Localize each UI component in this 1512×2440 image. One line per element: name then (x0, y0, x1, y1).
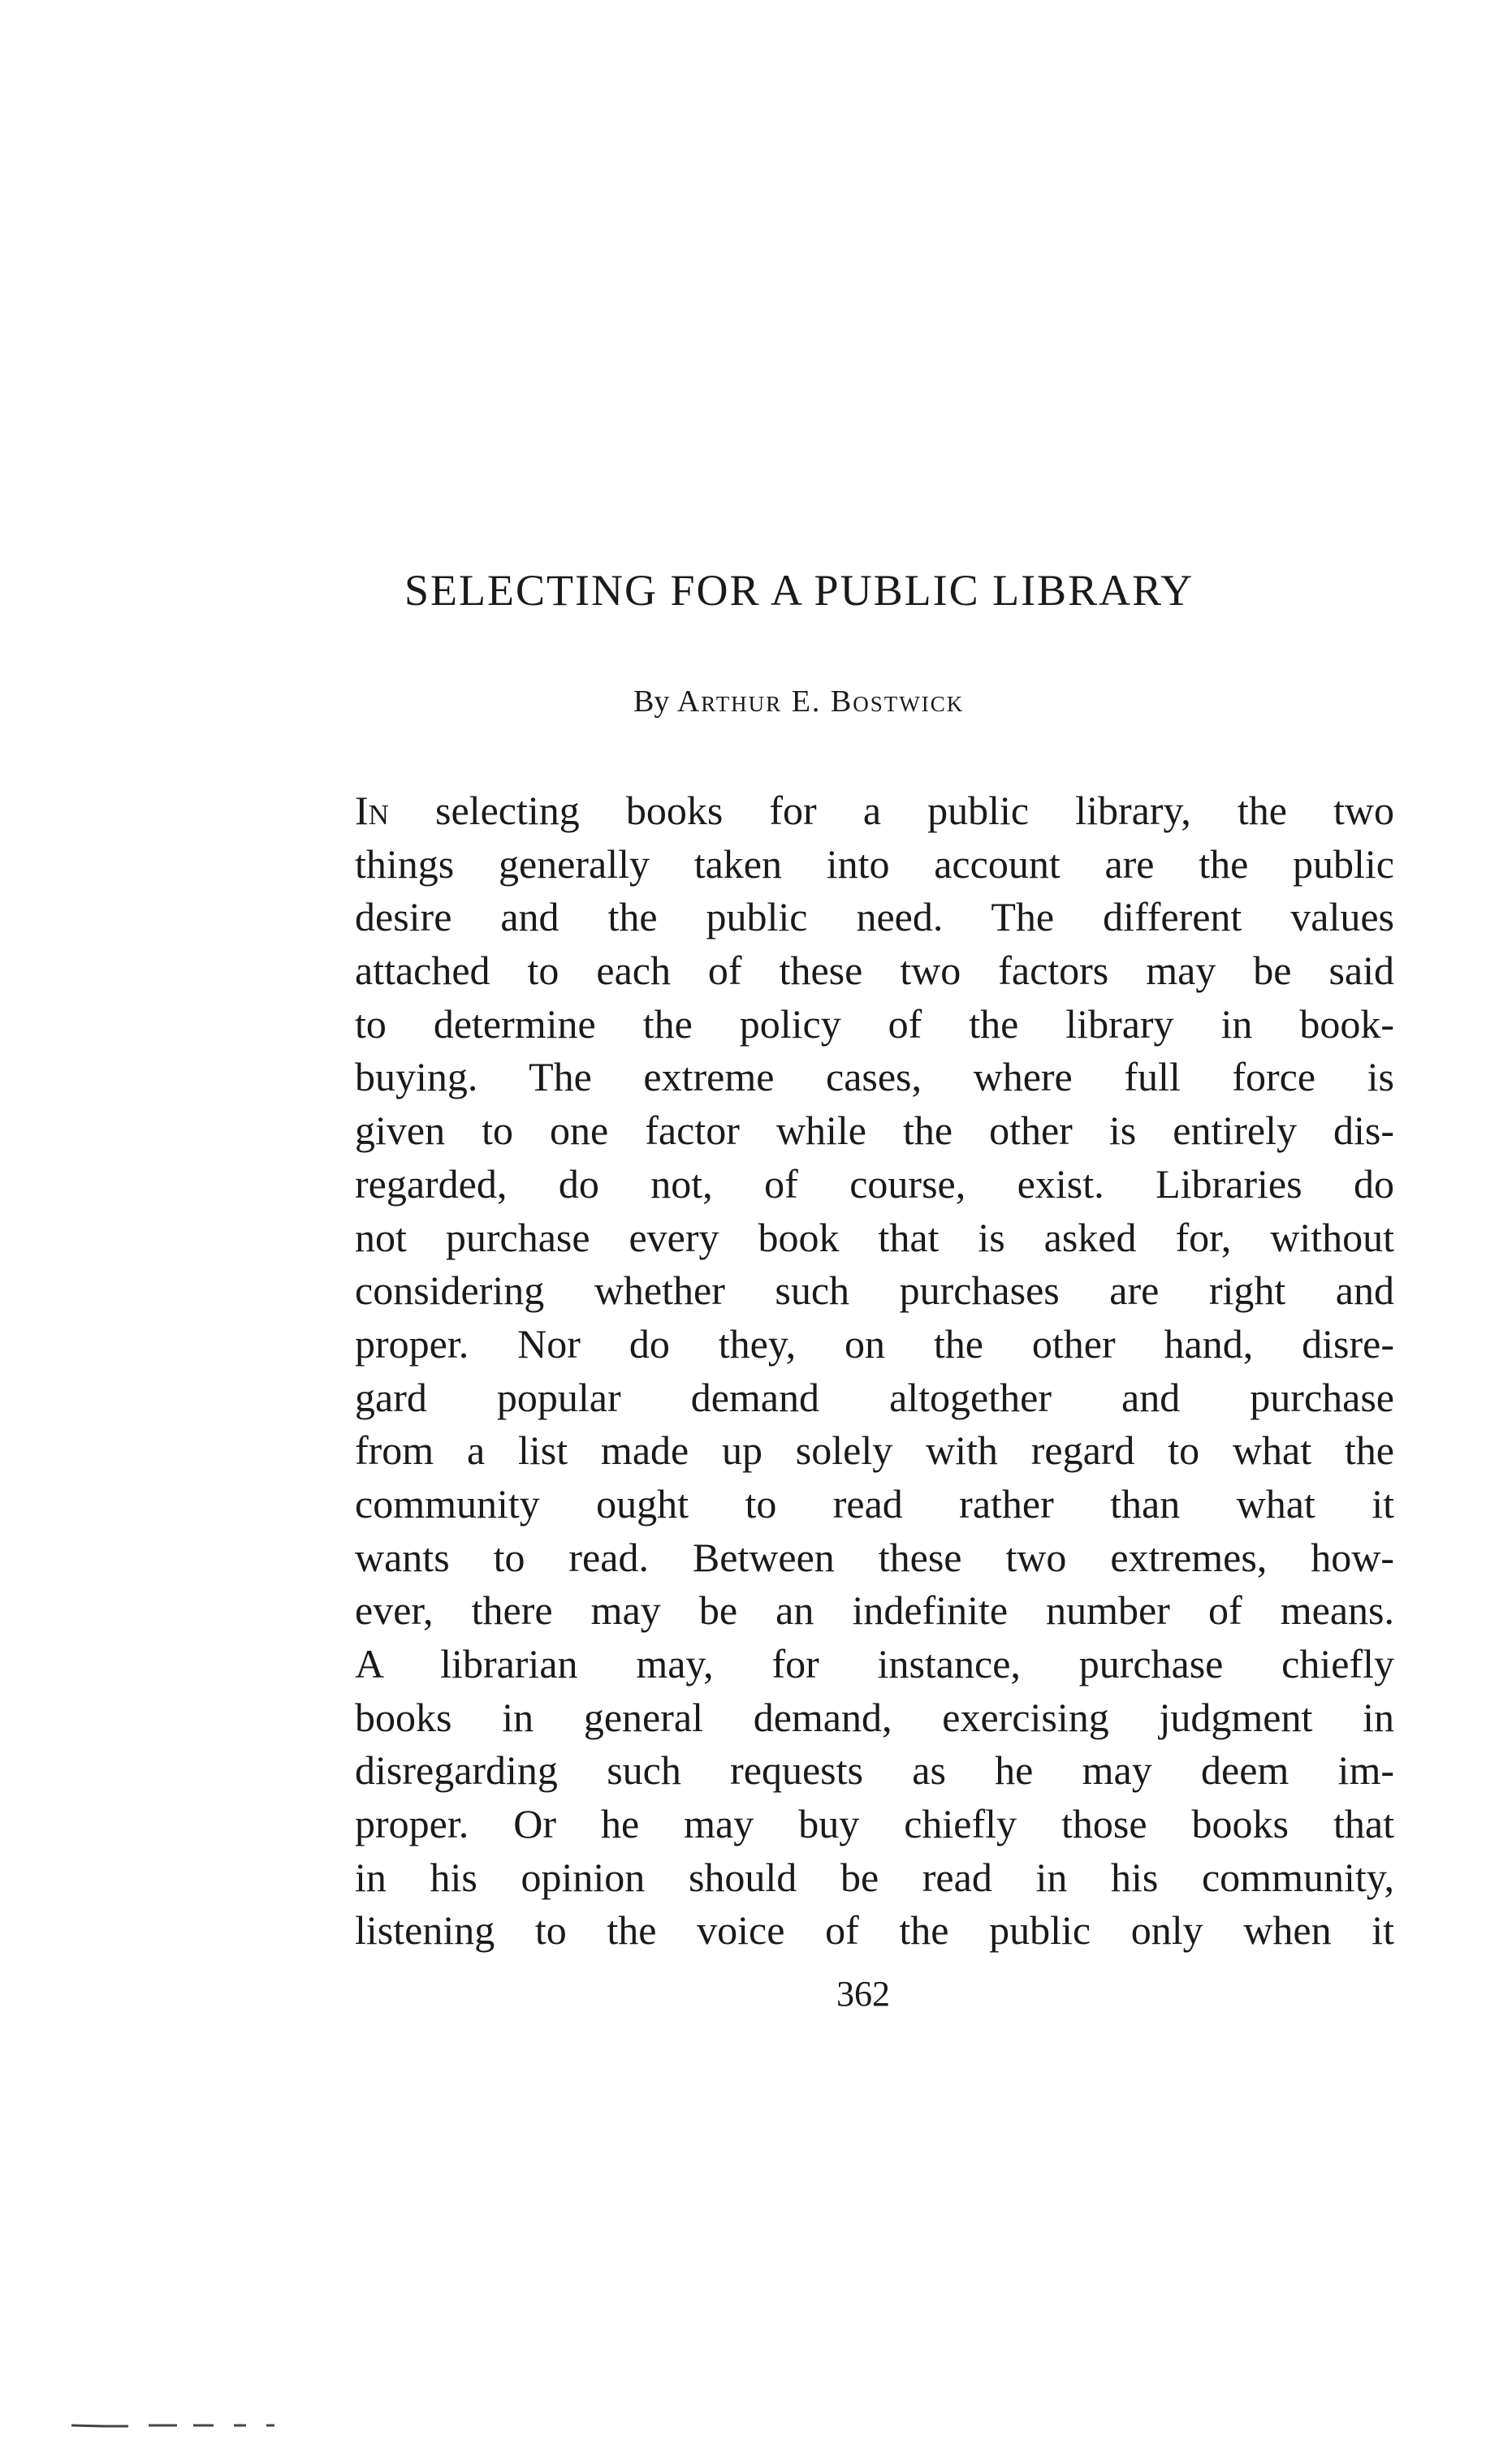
text-line-19: disregarding such requests as he may deem im- (355, 1747, 1394, 1794)
text-line-14: community ought to read rather than what it (355, 1480, 1394, 1527)
page-number: 362 (836, 1974, 890, 2014)
text-line-18: books in general demand, exercising judgment in (355, 1694, 1394, 1740)
text-line-12: gard popular demand altogether and purchase (355, 1374, 1394, 1420)
text-line-5: to determine the policy of the library in book- (355, 1000, 1394, 1047)
text-line-9: not purchase every book that is asked for, without (355, 1214, 1394, 1260)
text-line-11: proper. Nor do they, on the other hand, disre- (355, 1320, 1394, 1367)
text-line-1 (355, 784, 1394, 838)
author-name: Arthur E. Bostwick (676, 684, 965, 719)
text-line-2: things generally taken into account are the public (355, 840, 1394, 887)
text-line-4: attached to each of these two factors may be said (355, 948, 1394, 994)
text-line-16: ever, there may be an indefinite number of means. (355, 1587, 1394, 1634)
text-line-13: from a list made up solely with regard to what the (355, 1427, 1394, 1474)
text-line-6: buying. The extreme cases, where full force is (355, 1054, 1394, 1100)
text-line-3: desire and the public need. The different values (355, 894, 1394, 940)
text-line-22: listening to the voice of the public only when it (355, 1907, 1394, 1954)
text-line-1-rest: selecting books for a public library, the two (388, 788, 1394, 833)
text-line-21: in his opinion should be read in his community, (355, 1854, 1394, 1900)
text-line-20: proper. Or he may buy chiefly those books that (355, 1801, 1394, 1847)
text-line-17: A librarian may, for instance, purchase chiefly (355, 1641, 1394, 1686)
text-line-7: given to one factor while the other is entirely dis- (355, 1108, 1394, 1154)
article-body (355, 784, 1394, 1958)
opening-word: In (355, 788, 389, 833)
byline (633, 686, 964, 717)
text-line-15: wants to read. Between these two extremes, how- (355, 1534, 1394, 1580)
text-line-8: regarded, do not, of course, exist. Libraries do (355, 1160, 1394, 1207)
article-title: SELECTING FOR A PUBLIC LIBRARY (404, 566, 1194, 615)
scan-artifact (71, 2421, 283, 2429)
byline-prefix: By (633, 684, 670, 719)
text-line-10: considering whether such purchases are right and (355, 1268, 1394, 1314)
